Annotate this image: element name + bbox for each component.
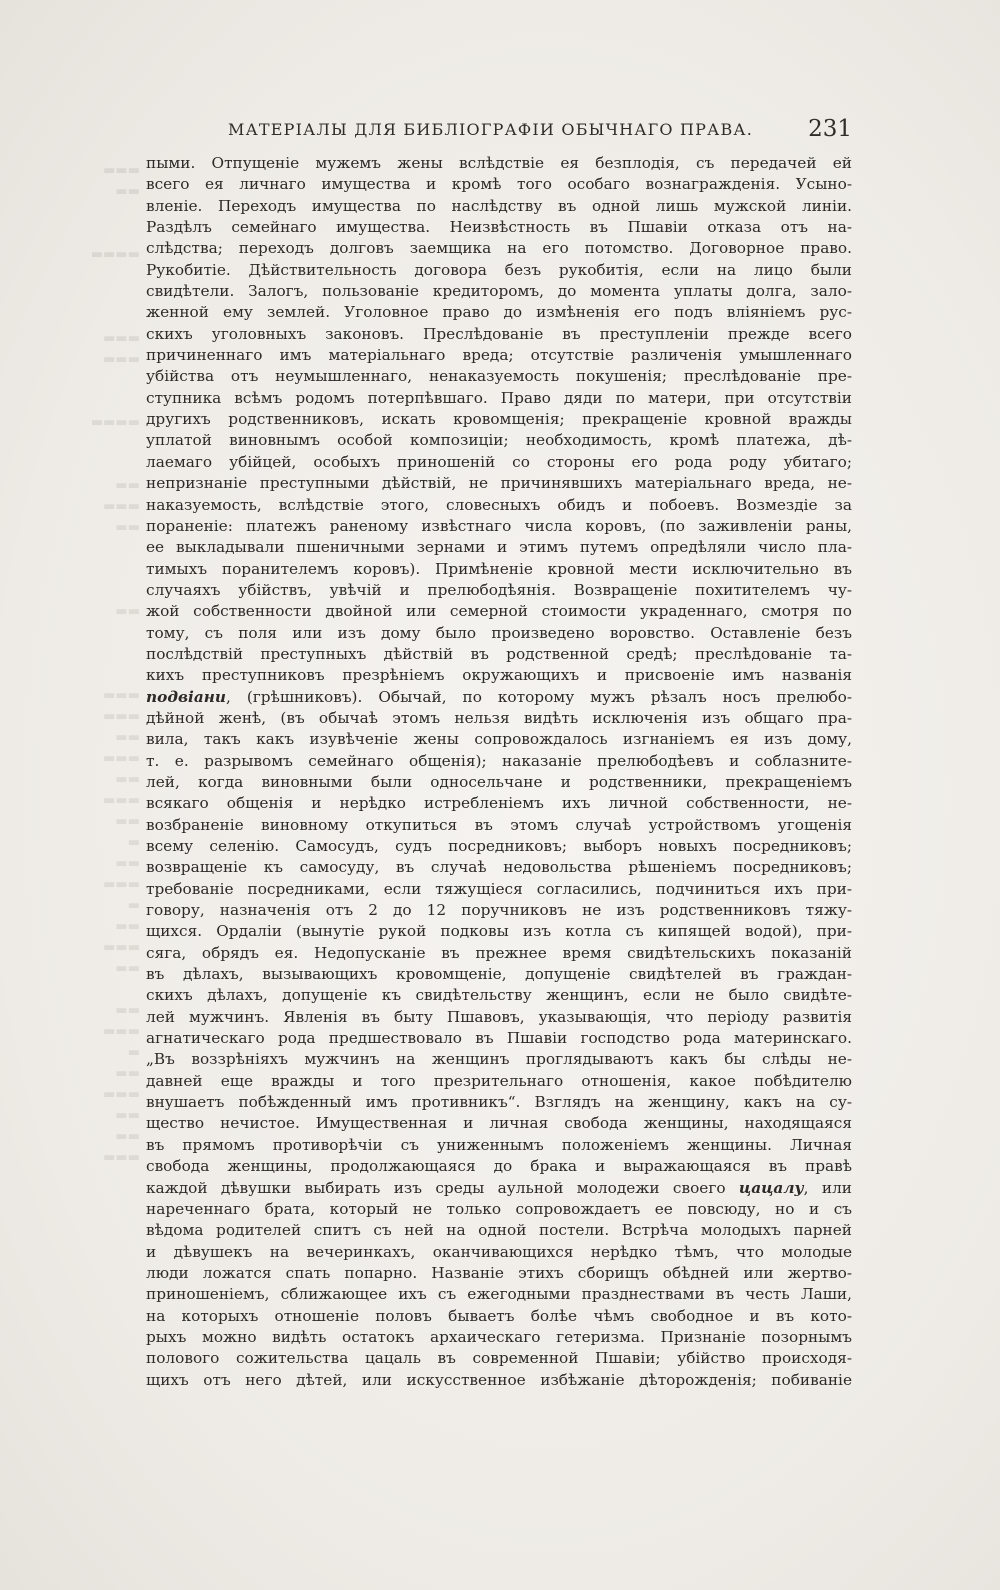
text-line: ее выкладывали пшеничными зернами и этимъ путемъ опредѣляли число пла- [146,538,852,557]
text-line: подвіани, (грѣшниковъ). Обычай, по которому мужъ рѣзалъ носъ прелюбо- [146,687,852,706]
text-line: Рукобитіе. Дѣйствительность договора безъ рукобитія, если на лицо были [146,260,852,279]
text-line: наказуемость, вслѣдствіе этого, словесныхъ обидъ и побоевъ. Возмездіе за [146,495,852,514]
text-line: возбраненіе виновному откупиться въ этомъ случаѣ устройствомъ угощенія [146,815,852,834]
text-line: ступника всѣмъ родомъ потерпѣвшаго. Право дяди по матери, при отсутствіи [146,388,852,407]
text-line: каждой дѣвушки выбирать изъ среды аульной молодежи своего цацалу, или [146,1178,852,1197]
text-line: на которыхъ отношеніе половъ бываетъ болѣе чѣмъ свободное и въ кото- [146,1306,852,1325]
body-text [146,153,852,1391]
text-line: тимыхъ поранителемъ коровъ). Примѣненіе кровной мести исключительно въ [146,559,852,578]
text-line: приношеніемъ, сближающее ихъ съ ежегодными празднествами въ честь Лаши, [146,1285,852,1304]
bleed-through-shadow: ▬▬▬ ▬▬ ▬▬▬▬ ▬▬▬ ▬▬▬ ▬▬▬▬ ▬▬ ▬▬▬ ▬▬ ▬▬ ▬▬▬ ▬▬▬ ▬▬ ▬▬▬ ▬▬ ▬▬▬ ▬▬ ▬ ▬▬ ▬▬▬ ▬ ▬▬ ▬▬▬ ▬▬ ▬▬ ▬▬▬ ▬ ▬▬ ▬▬▬ ▬▬ ▬▬ ▬▬▬ [90,163,140,1165]
text-line: другихъ родственниковъ, искать кровомщенія; прекращеніе кровной вражды [146,410,852,429]
text-line: „Въ воззрѣніяхъ мужчинъ на женщинъ проглядываютъ какъ бы слѣды не- [146,1050,852,1069]
text-line: послѣдствій преступныхъ дѣйствій въ родственной средѣ; преслѣдованіе та- [146,644,852,663]
text-line: случаяхъ убійствъ, увѣчій и прелюбодѣянія. Возвращеніе похитителемъ чу- [146,580,852,599]
text-line: всего ея личнаго имущества и кромѣ того особаго вознагражденія. Усыно- [146,175,852,194]
text-line: полового сожительства цацаль въ современной Пшавіи; убійство происходя- [146,1349,852,1368]
text-line: свидѣтели. Залогъ, пользованіе кредиторомъ, до момента уплаты долга, зало- [146,282,852,301]
text-line: Раздѣлъ семейнаго имущества. Неизвѣстность въ Пшавіи отказа отъ на- [146,218,852,237]
text-line: возвращеніе къ самосуду, въ случаѣ недовольства рѣшеніемъ посредниковъ; [146,858,852,877]
text-line: внушаетъ побѣжденный имъ противникъ“. Взглядъ на женщину, какъ на су- [146,1093,852,1112]
text-line: сяга, обрядъ ея. Недопусканіе въ прежнее время свидѣтельскихъ показаній [146,943,852,962]
text-line: т. е. разрывомъ семейнаго общенія); наказаніе прелюбодѣевъ и соблазните- [146,751,852,770]
text-line: лей, когда виновными были односельчане и родственники, прекращеніемъ [146,772,852,791]
text-line: непризнаніе преступными дѣйствій, не причинявшихъ матеріальнаго вреда, не- [146,474,852,493]
text-line: вѣдома родителей спитъ съ ней на одной постели. Встрѣча молодыхъ парней [146,1221,852,1240]
text-line: и дѣвушекъ на вечеринкахъ, оканчивающихся нерѣдко тѣмъ, что молодые [146,1242,852,1261]
text-line: агнатическаго рода предшествовало въ Пшавіи господство рода материнскаго. [146,1029,852,1048]
text-line: кихъ преступниковъ презрѣніемъ окружающихъ и присвоеніе имъ названія [146,666,852,685]
text-line: причиненнаго имъ матеріальнаго вреда; отсутствіе различенія умышленнаго [146,346,852,365]
italic-term: подвіани [146,687,227,706]
text-line: свобода женщины, продолжающаяся до брака и выражающаяся въ правѣ [146,1157,852,1176]
text-line: скихъ уголовныхъ законовъ. Преслѣдованіе въ преступленіи прежде всего [146,324,852,343]
text-line: требованіе посредниками, если тяжущіеся согласились, подчиниться ихъ при- [146,879,852,898]
text-line: лей мужчинъ. Явленія въ быту Пшавовъ, указывающія, что періоду развитія [146,1007,852,1026]
text-line: уплатой виновнымъ особой композиціи; необходимость, кромѣ платежа, дѣ- [146,431,852,450]
page-number: 231 [808,116,852,142]
text-line: всякаго общенія и нерѣдко истребленіемъ ихъ личной собственности, не- [146,794,852,813]
text-line: лаемаго убійцей, особыхъ приношеній со стороны его рода роду убитаго; [146,452,852,471]
text-line: щихся. Ордаліи (вынутіе рукой подковы изъ котла съ кипящей водой), при- [146,922,852,941]
text-line: пыми. Отпущеніе мужемъ жены вслѣдствіе ея безплодія, съ передачей ей [146,154,852,172]
text-line: говору, назначенія отъ 2 до 12 поручниковъ не изъ родственниковъ тяжу- [146,901,852,920]
text-line: вленіе. Переходъ имущества по наслѣдству въ одной лишь мужской линіи. [146,196,852,215]
text-line: всему селенію. Самосудъ, судъ посредниковъ; выборъ новыхъ посредниковъ; [146,837,852,855]
text-line: тому, съ поля или изъ дому было произведено воровство. Оставленіе безъ [146,623,852,642]
text-line: давней еще вражды и того презрительнаго отношенія, какое побѣдителю [146,1071,852,1090]
text-line: рыхъ можно видѣть остатокъ архаическаго гетеризма. Признаніе позорнымъ [146,1327,852,1346]
text-line: дѣйной женѣ, (въ обычаѣ этомъ нельзя видѣть исключенія изъ общаго пра- [146,708,852,727]
text-line: скихъ дѣлахъ, допущеніе къ свидѣтельству женщинъ, если не было свидѣте- [146,986,852,1005]
italic-term: цацалу [738,1178,804,1197]
text-line: нареченнаго брата, который не только сопровождаетъ ее повсюду, но и съ [146,1199,852,1218]
running-title: МАТЕРІАЛЫ ДЛЯ БИБЛІОГРАФІИ ОБЫЧНАГО ПРАВА. [228,120,754,139]
text-line: вила, такъ какъ изувѣченіе жены сопровождалось изгнаніемъ ея изъ дому, [146,730,852,749]
text-line: жой собственности двойной или семерной стоимости украденнаго, смотря по [146,602,852,621]
text-line: щество нечистое. Имущественная и личная свобода женщины, находящаяся [146,1114,852,1133]
text-line: въ прямомъ противорѣчіи съ униженнымъ положеніемъ женщины. Личная [146,1135,852,1154]
text-line: въ дѣлахъ, вызывающихъ кровомщеніе, допущеніе свидѣтелей въ граждан- [146,965,852,984]
text-line: щихъ отъ него дѣтей, или искусственное избѣжаніе дѣторожденія; побиваніе [146,1370,852,1389]
text-line: люди ложатся спать попарно. Названіе этихъ сборищъ обѣдней или жертво- [146,1263,852,1282]
text-line: женной ему землей. Уголовное право до измѣненія его подъ вліяніемъ рус- [146,303,852,322]
text-line: пораненіе: платежъ раненому извѣстнаго числа коровъ, (по заживленіи раны, [146,516,852,535]
page-header [146,116,852,146]
text-line: убійства отъ неумышленнаго, ненаказуемость покушенія; преслѣдованіе пре- [146,367,852,386]
text-line: слѣдства; переходъ долговъ заемщика на его потомство. Договорное право. [146,239,852,258]
